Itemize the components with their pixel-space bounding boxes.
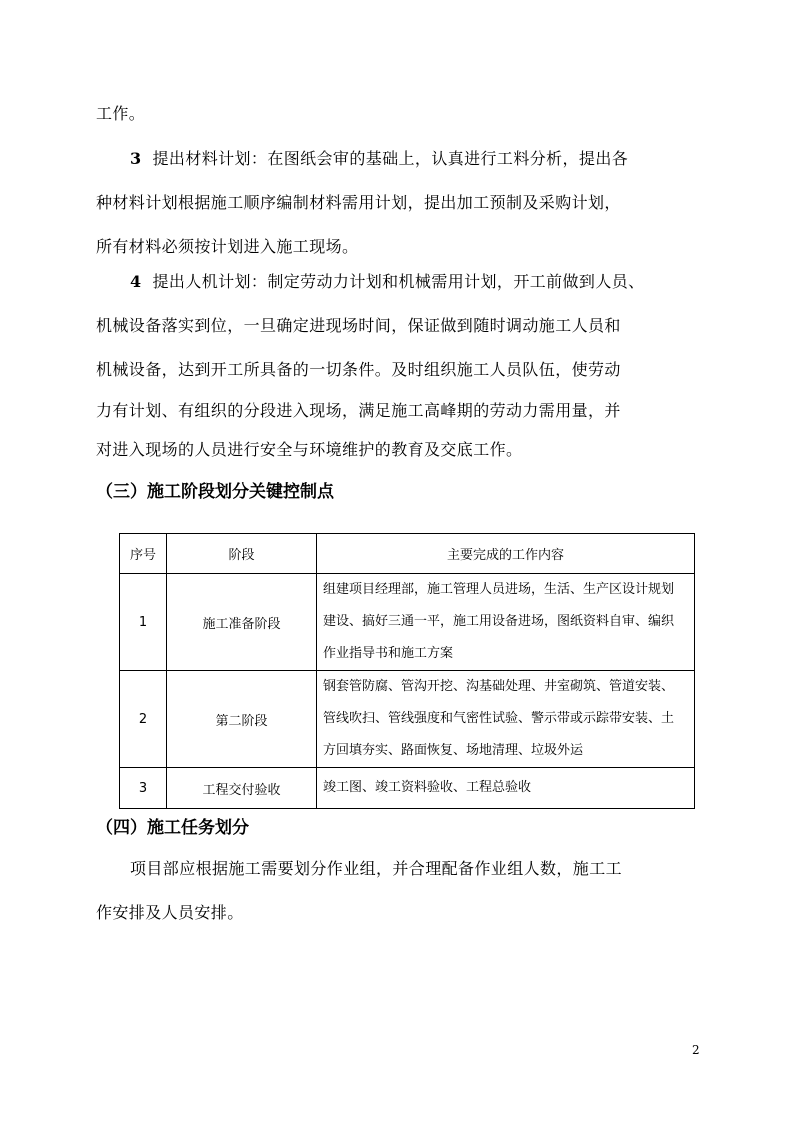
paragraph-line: 项目部应根据施工需要划分作业组，并合理配备作业组人数，施工工 [130,859,623,878]
section-heading: （三）施工阶段划分关键控制点 [96,482,334,502]
paragraph-line: 机械设备落实到位，一旦确定进现场时间，保证做到随时调动施工人员和 [96,316,621,335]
cell-no: 1 [120,574,167,671]
cell-stage: 工程交付验收 [167,768,317,809]
cell-stage: 施工准备阶段 [167,574,317,671]
cell-no: 2 [120,671,167,768]
paragraph-text: 提出材料计划：在图纸会审的基础上，认真进行工料分析，提出各 [152,149,629,168]
content-line: 管线吹扫、管线强度和气密性试验、警示带或示踪带安装、土 [323,711,675,726]
content-line: 方回填夯实、路面恢复、场地清理、垃圾外运 [323,743,584,758]
table-row [120,768,695,809]
content-line: 组建项目经理部，施工管理人员进场，生活、生产区设计规划 [323,582,675,597]
content-line: 钢套管防腐、管沟开挖、沟基础处理、井室砌筑、管道安装、 [323,679,675,694]
paragraph-line: 作安排及人员安排。 [96,903,244,922]
stage-table [119,533,695,809]
table-header-row [120,534,695,574]
paragraph-line: 种材料计划根据施工顺序编制材料需用计划，提出加工预制及采购计划， [96,193,621,212]
paragraph-line [130,272,706,292]
section-heading: （四）施工任务划分 [96,818,249,838]
header-no: 序号 [120,534,167,574]
page-number: 2 [692,1043,700,1057]
table-row [120,574,695,671]
header-stage: 阶段 [167,534,317,574]
cell-content [317,574,695,671]
content-line: 竣工图、竣工资料验收、工程总验收 [323,780,532,795]
table-row [120,671,695,768]
item-number: 4 [130,272,142,291]
paragraph-line: 所有材料必须按计划进入施工现场。 [96,237,359,256]
cell-no: 3 [120,768,167,809]
content-line: 建设、搞好三通一平，施工用设备进场，图纸资料自审、编织 [323,614,675,629]
paragraph-line: 对进入现场的人员进行安全与环境维护的教育及交底工作。 [96,440,523,459]
cell-content [317,671,695,768]
cell-stage: 第二阶段 [167,671,317,768]
header-content: 主要完成的工作内容 [317,534,695,574]
paragraph-line [130,149,706,169]
paragraph-text: 提出人机计划：制定劳动力计划和机械需用计划，开工前做到人员、 [152,272,645,291]
paragraph-line: 工作。 [96,104,146,123]
paragraph-line: 机械设备，达到开工所具备的一切条件。及时组织施工人员队伍，使劳动 [96,360,621,379]
item-number: 3 [130,149,142,168]
content-line: 作业指导书和施工方案 [323,646,454,661]
cell-content [317,768,695,809]
paragraph-line: 力有计划、有组织的分段进入现场，满足施工高峰期的劳动力需用量，并 [96,401,621,420]
